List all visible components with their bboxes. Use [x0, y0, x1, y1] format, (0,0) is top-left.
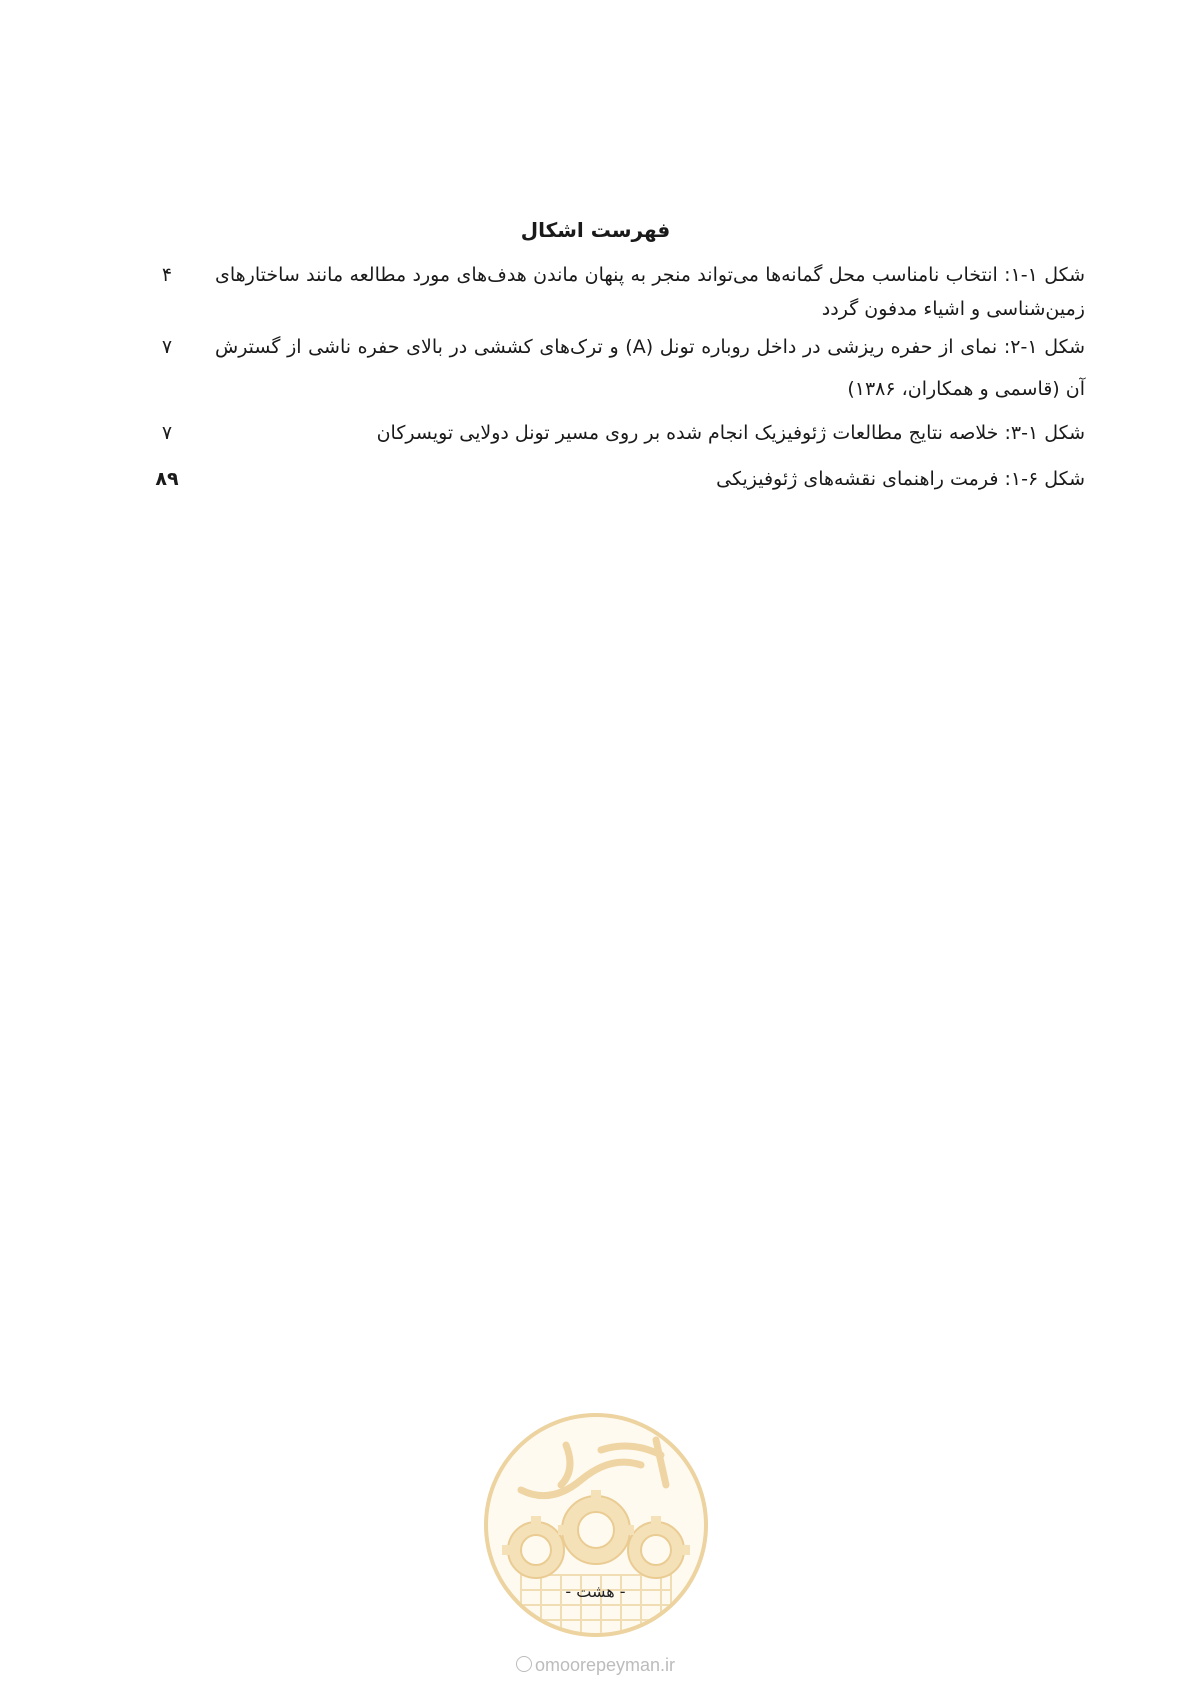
- toc-entry-page: ۴: [161, 264, 173, 286]
- website-text: omoorepeyman.ir: [534, 1655, 676, 1675]
- toc-entry-page: ۸۹: [155, 468, 179, 490]
- toc-entry-text: شکل ۶-۱: فرمت راهنمای نقشه‌های ژئوفیزیکی: [716, 468, 1085, 490]
- toc-entry[interactable]: [155, 258, 1085, 326]
- omoorepeyman-logo-watermark: [481, 1410, 711, 1640]
- website-watermark: [0, 1655, 1191, 1676]
- toc-entry[interactable]: [155, 326, 1085, 410]
- toc-entry[interactable]: [155, 462, 1085, 496]
- list-of-figures-title: فهرست اشکال: [520, 218, 671, 242]
- toc-entry[interactable]: [155, 416, 1085, 450]
- list-of-figures: [155, 258, 1085, 496]
- toc-entry-text: شکل ۱-۲: نمای از حفره ریزشی در داخل روباره تونل (A) و ترک‌های کششی در بالای حفره ناشی از گسترش آن (قاسمی و همکاران، ۱۳۸۶): [215, 336, 1086, 400]
- toc-entry-page: ۷: [161, 336, 173, 358]
- toc-entry-text: شکل ۱-۳: خلاصه نتایج مطالعات ژئوفیزیک انجام شده بر روی مسیر تونل دولایی تویسرکان: [376, 422, 1085, 444]
- toc-entry-text: شکل ۱-۱: انتخاب نامناسب محل گمانه‌ها می‌تواند منجر به پنهان ماندن هدف‌های مورد مطالعه مانند ساختارهای زمین‌شناسی و اشیاء مدفون گردد: [215, 264, 1085, 320]
- page-number-label: - هشت -: [565, 1582, 626, 1601]
- globe-icon: [516, 1656, 532, 1672]
- toc-entry-page: ۷: [161, 422, 173, 444]
